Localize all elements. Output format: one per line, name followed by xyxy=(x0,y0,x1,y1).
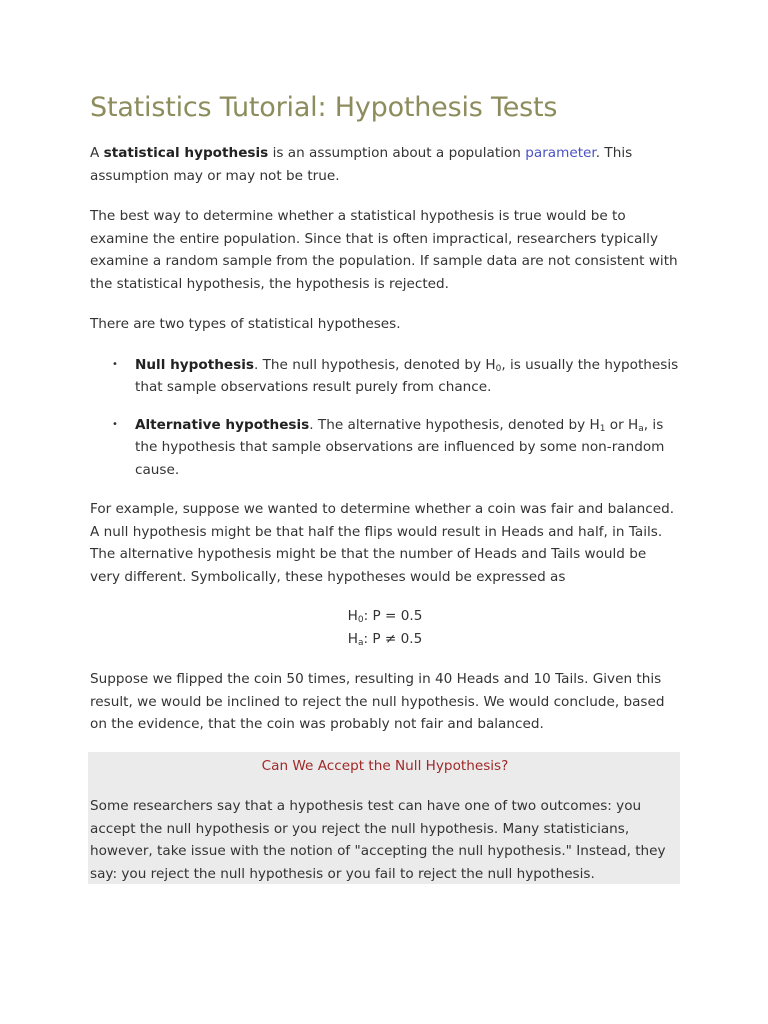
intro-suffix: . This assumption may or may not be true. xyxy=(90,145,633,184)
list-item-alternative xyxy=(90,414,680,482)
null-sub: 0 xyxy=(495,363,502,374)
callout-body: Some researchers say that a hypothesis test can have one of two outcomes: you accept the null hypothesis or you reject the null hypothesis. Many statisticians, however, take issue with the notion of "accepting the null hypothesis." Instead, they say: you reject the null hypothesis or you fail to reject the null hypothesis. xyxy=(90,798,666,882)
paragraph-coin-result: Suppose we flipped the coin 50 times, resulting in 40 Heads and 10 Tails. Given this result, we would be inclined to reject the null hypothesis. We would conclude, based on the evidence, that the coin was probably not fair and balanced. xyxy=(90,671,665,732)
null-text-a: . The null hypothesis, denoted by H xyxy=(253,356,496,373)
alternative-hypothesis-term: Alternative hypothesis xyxy=(135,416,310,433)
paragraph-population: The best way to determine whether a statistical hypothesis is true would be to examine the entire population. Since that is often impractical, researchers typically examine a random sample from the population. If sample data are not consistent with the statistical hypothesis, the hypothesis is rejected. xyxy=(90,208,678,292)
intro-paragraph xyxy=(90,142,680,187)
parameter-link[interactable]: parameter xyxy=(525,145,596,161)
alt-sub-a: a xyxy=(638,423,644,434)
formula-null-sub: 0 xyxy=(357,615,364,625)
alt-text-or: or H xyxy=(605,416,639,433)
formula-alternative xyxy=(90,628,680,651)
null-hypothesis-term: Null hypothesis xyxy=(135,356,254,373)
formula-alt-rest: : P ≠ 0.5 xyxy=(363,630,423,647)
hypothesis-types-list xyxy=(90,354,680,482)
intro-prefix: A xyxy=(90,145,104,161)
formula-null-rest: : P = 0.5 xyxy=(363,608,423,624)
paragraph-types: There are two types of statistical hypotheses. xyxy=(90,316,401,332)
list-item-null xyxy=(90,354,680,399)
alt-text-a: . The alternative hypothesis, denoted by H xyxy=(309,416,600,433)
bullet-icon: • xyxy=(112,418,118,430)
intro-middle: is an assumption about a population xyxy=(268,145,526,161)
formula-null xyxy=(90,605,680,628)
hypothesis-formulas xyxy=(90,605,680,650)
callout-box xyxy=(88,752,680,884)
paragraph-example: For example, suppose we wanted to determine whether a coin was fair and balanced. A null hypothesis might be that half the flips would result in Heads and half, in Tails. The alternative hypothesis might be that the number of Heads and Tails would be very different. Symbolically, these hypotheses would be expressed as xyxy=(90,501,675,585)
alt-sub-1: 1 xyxy=(599,423,606,434)
null-text-b: , is usually the hypothesis that sample observations result purely from chance. xyxy=(135,356,679,395)
callout-title: Can We Accept the Null Hypothesis? xyxy=(261,757,509,774)
article xyxy=(90,84,680,884)
bullet-icon: • xyxy=(112,358,118,370)
formula-null-letter: H xyxy=(347,608,358,624)
formula-alt-sub: a xyxy=(357,637,364,648)
page-title: Statistics Tutorial: Hypothesis Tests xyxy=(90,92,558,123)
formula-alt-letter: H xyxy=(347,630,358,647)
alt-text-b: , is the hypothesis that sample observations are influenced by some non-random cause. xyxy=(135,416,665,478)
intro-term: statistical hypothesis xyxy=(103,145,269,161)
